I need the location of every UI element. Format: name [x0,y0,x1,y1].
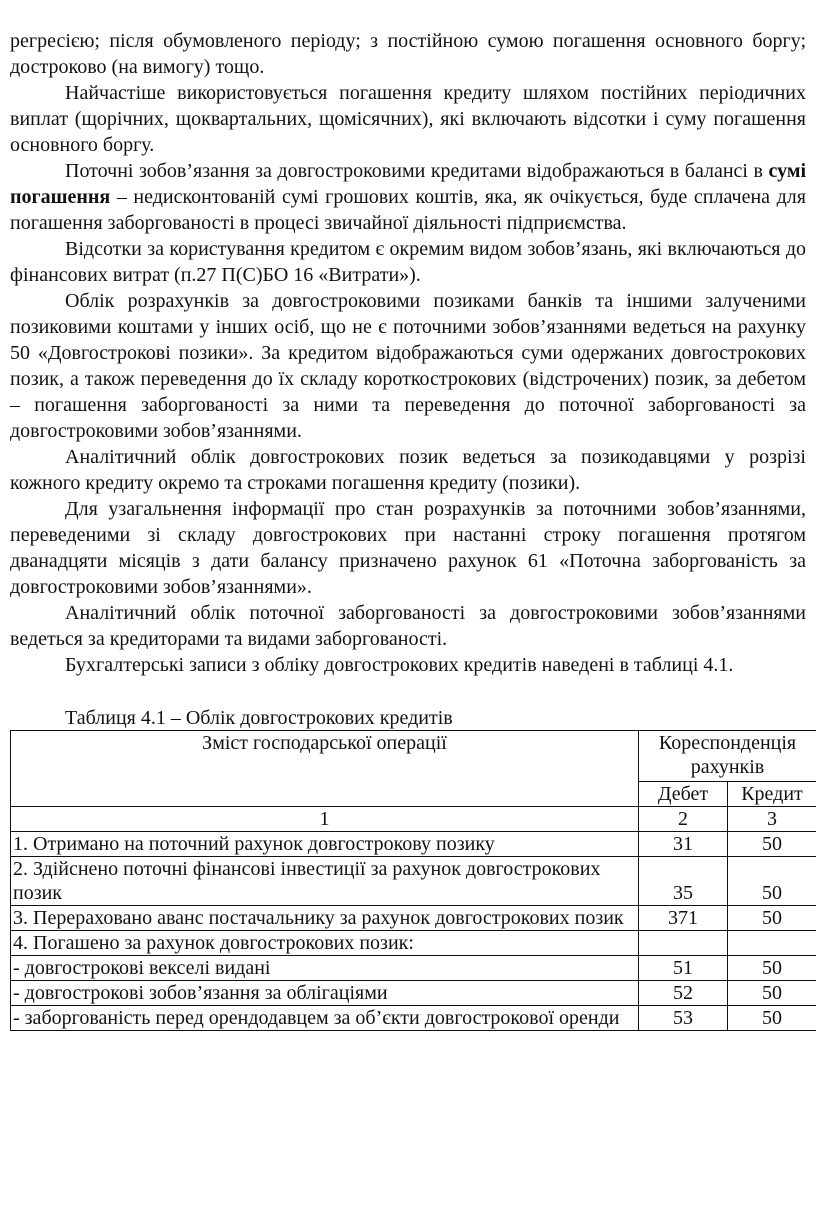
credit-value: 50 [728,857,816,906]
paragraph-5: Облік розрахунків за довгостроковими позиками банків та іншими залученими позиковими коштами у інших осіб, що не є поточними зобов’язаннями ведеться на рахунку 50 «Довгострокові позики». За кредитом відображаються суми одержаних довгострокових позик, а також переведення до їх складу короткострокових (відстрочених) позик, за дебетом – погашення заборгованості за ними та переведення до поточної заборгованості за довгостроковими зобов’язаннями. [10,290,806,442]
column-number-1: 1 [11,807,639,832]
operation-text: 4. Погашено за рахунок довгострокових позик: [11,931,639,956]
table-row [11,1006,816,1031]
paragraph-1: регресією; після обумовленого періоду; з постійною сумою погашення основного боргу; достроково (на вимогу) тощо. [10,30,806,78]
table-row [11,906,816,931]
operation-text: 2. Здійснено поточні фінансові інвестиції за рахунок довгострокових позик [11,857,639,906]
header-operation: Зміст господарської операції [11,731,639,807]
credit-value: 50 [728,1006,816,1031]
column-number-2: 2 [639,807,728,832]
paragraph-3-end: – недисконтованій сумі грошових коштів, яка, як очікується, буде сплачена для погашення заборгованості в процесі звичайної діяльності підприємства. [10,186,806,234]
table-header-row [11,731,816,782]
paragraph-7: Для узагальнення інформації про стан розрахунків за поточними зобов’язаннями, переведеними зі складу довгострокових при настанні строку погашення протягом дванадцяти місяців з дати балансу призначено рахунок 61 «Поточна заборгованість за довгостроковими зобов’язаннями». [10,498,806,598]
table-row [11,956,816,981]
paragraph-9: Бухгалтерські записи з обліку довгострокових кредитів наведені в таблиці 4.1. [65,654,734,676]
paragraph-3-bold-term: сумі погашення [10,160,806,208]
paragraph-2: Найчастіше використовується погашення кредиту шляхом постійних періодичних виплат (щорічних, щоквартальних, щомісячних), які включають відсотки і суму погашення основного боргу. [10,82,806,156]
paragraph-6: Аналітичний облік довгострокових позик ведеться за позикодавцями у розрізі кожного кредиту окремо та строками погашення кредиту (позики). [10,446,806,494]
table-row [11,832,816,857]
table-row [11,931,816,956]
credit-value: 50 [728,832,816,857]
debit-value: 35 [639,857,728,906]
debit-value: 51 [639,956,728,981]
operation-text: - заборгованість перед орендодавцем за об’єкти довгострокової оренди [11,1006,639,1031]
document-page [10,28,806,1031]
credit-value [728,931,816,956]
credit-value: 50 [728,956,816,981]
operation-text: 1. Отримано на поточний рахунок довгострокову позику [11,832,639,857]
paragraph-3-start: Поточні зобов’язання за довгостроковими кредитами відображаються в балансі в [65,160,769,182]
header-correspondence: Кореспонденція рахунків [639,731,816,782]
operation-text: - довгострокові зобов’язання за облігаціями [11,981,639,1006]
paragraph-8: Аналітичний облік поточної заборгованості за довгостроковими зобов’язаннями ведеться за кредиторами та видами заборгованості. [10,602,806,650]
credits-table [10,730,816,1031]
debit-value [639,931,728,956]
credit-value: 50 [728,981,816,1006]
table-row [11,981,816,1006]
header-debit: Дебет [639,782,728,807]
column-number-3: 3 [728,807,816,832]
credit-value: 50 [728,906,816,931]
operation-text: 3. Перераховано аванс постачальнику за рахунок довгострокових позик [11,906,639,931]
operation-text: - довгострокові векселі видані [11,956,639,981]
debit-value: 53 [639,1006,728,1031]
debit-value: 371 [639,906,728,931]
debit-value: 31 [639,832,728,857]
header-credit: Кредит [728,782,816,807]
debit-value: 52 [639,981,728,1006]
table-caption: Таблиця 4.1 – Облік довгострокових кредитів [65,707,453,729]
paragraph-3 [10,158,806,236]
table-number-row [11,807,816,832]
table-row [11,857,816,906]
paragraph-4: Відсотки за користування кредитом є окремим видом зобов’язань, які включаються до фінансових витрат (п.27 П(С)БО 16 «Витрати»). [10,238,806,286]
